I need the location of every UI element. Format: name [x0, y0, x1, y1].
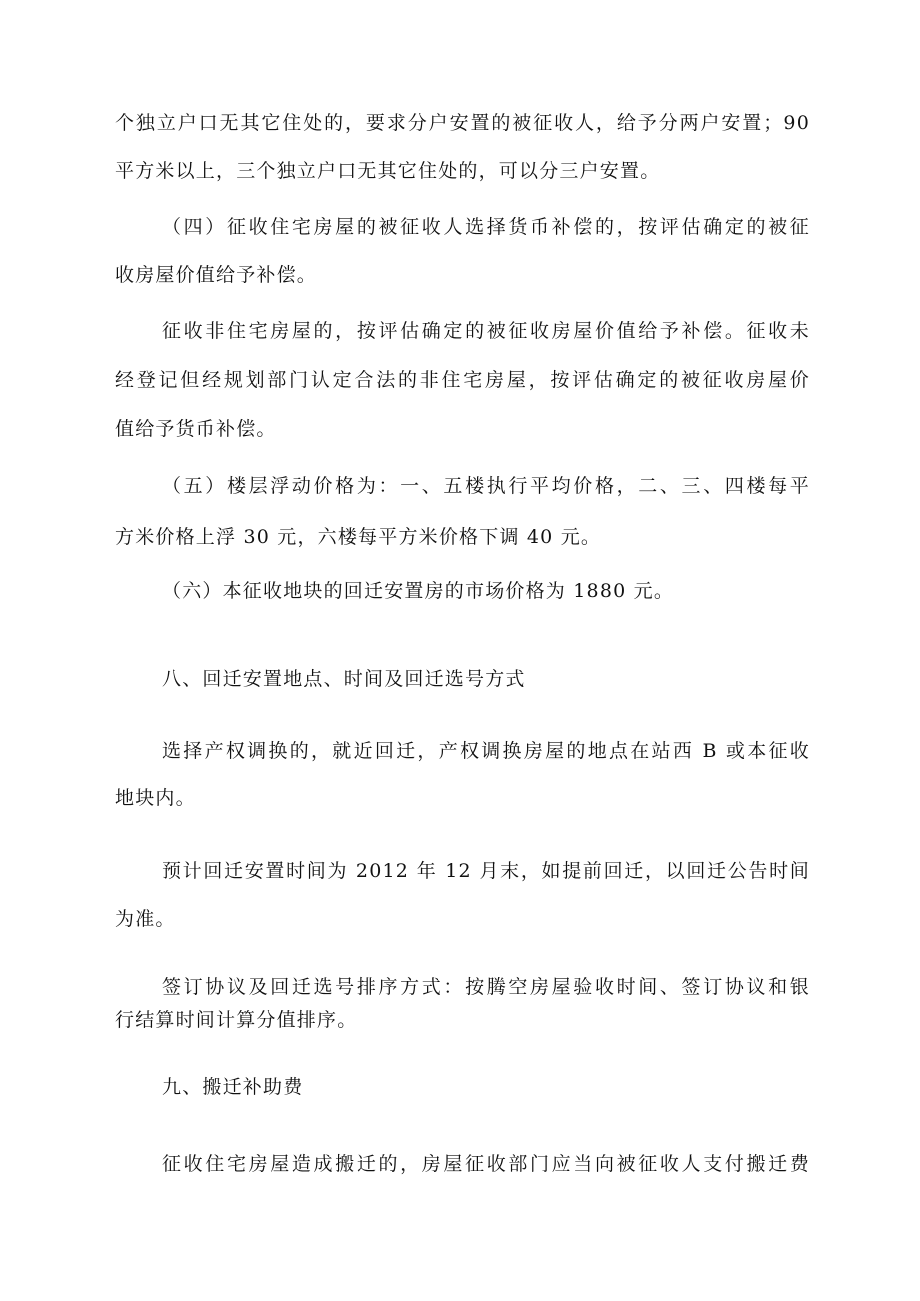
section-heading: 九、搬迁补助费 — [162, 1076, 304, 1098]
text-line: （六）本征收地块的回迁安置房的市场价格为 1880 元。 — [162, 580, 675, 602]
text-line: 选择产权调换的，就近回迁，产权调换房屋的地点在站西 B 或本征收 — [162, 740, 810, 762]
text-line: 个独立户口无其它住处的，要求分户安置的被征收人，给予分两户安置；90 — [115, 112, 810, 134]
text-line: （四）征收住宅房屋的被征收人选择货币补偿的，按评估确定的被征 — [162, 216, 810, 238]
text-line: 方米价格上浮 30 元，六楼每平方米价格下调 40 元。 — [115, 526, 602, 548]
text-line: 预计回迁安置时间为 2012 年 12 月末，如提前回迁，以回迁公告时间 — [162, 860, 810, 882]
text-line: 收房屋价值给予补偿。 — [115, 264, 318, 286]
section-heading: 八、回迁安置地点、时间及回迁选号方式 — [162, 668, 526, 690]
text-line: （五）楼层浮动价格为：一、五楼执行平均价格，二、三、四楼每平 — [162, 475, 810, 497]
text-line: 地块内。 — [115, 787, 196, 809]
text-line: 经登记但经规划部门认定合法的非住宅房屋，按评估确定的被征收房屋价 — [115, 369, 810, 391]
text-line: 平方米以上，三个独立户口无其它住处的，可以分三户安置。 — [115, 160, 661, 182]
text-line: 值给予货币补偿。 — [115, 418, 277, 440]
text-line: 征收非住宅房屋的，按评估确定的被征收房屋价值给予补偿。征收未 — [162, 320, 810, 342]
text-line: 行结算时间计算分值排序。 — [115, 1009, 358, 1031]
text-line: 为准。 — [115, 908, 176, 930]
text-line: 签订协议及回迁选号排序方式：按腾空房屋验收时间、签订协议和银 — [162, 976, 810, 998]
text-line: 征收住宅房屋造成搬迁的，房屋征收部门应当向被征收人支付搬迁费 — [162, 1153, 810, 1175]
